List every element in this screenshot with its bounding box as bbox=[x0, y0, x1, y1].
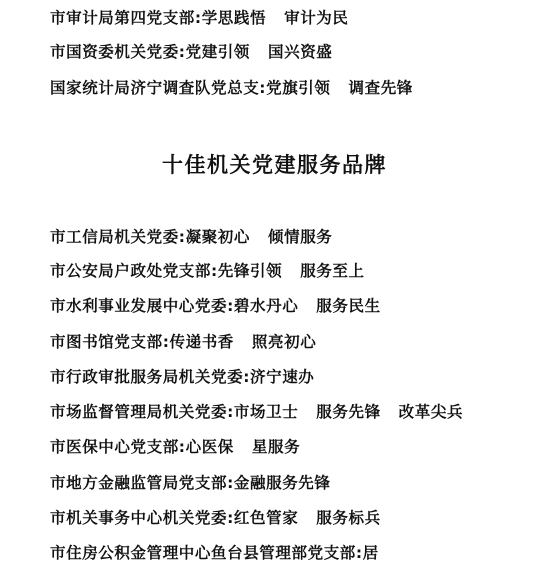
list-item: 市住房公积金管理中心鱼台县管理部党支部:居 bbox=[50, 544, 379, 562]
list-item: 市行政审批服务局机关党委:济宁速办 bbox=[50, 368, 315, 386]
list-item: 市国资委机关党委:党建引领 国兴资盛 bbox=[50, 43, 333, 61]
list-item: 市医保中心党支部:心医保 星服务 bbox=[50, 438, 301, 456]
list-item: 市水利事业发展中心党委:碧水丹心 服务民生 bbox=[50, 297, 381, 315]
list-item: 市图书馆党支部:传递书香 照亮初心 bbox=[50, 333, 317, 351]
list-item: 市审计局第四党支部:学思践悟 审计为民 bbox=[50, 9, 349, 27]
list-item: 市工信局机关党委:凝聚初心 倾情服务 bbox=[50, 228, 333, 246]
section-heading: 十佳机关党建服务品牌 bbox=[162, 153, 387, 177]
list-item: 市公安局户政处党支部:先锋引领 服务至上 bbox=[50, 262, 365, 280]
list-item: 市地方金融监管局党支部:金融服务先锋 bbox=[50, 474, 331, 492]
list-item: 市场监督管理局机关党委:市场卫士 服务先锋 改革尖兵 bbox=[50, 403, 464, 421]
list-item: 市机关事务中心机关党委:红色管家 服务标兵 bbox=[50, 509, 381, 527]
list-item: 国家统计局济宁调查队党总支:党旗引领 调查先锋 bbox=[50, 79, 413, 97]
